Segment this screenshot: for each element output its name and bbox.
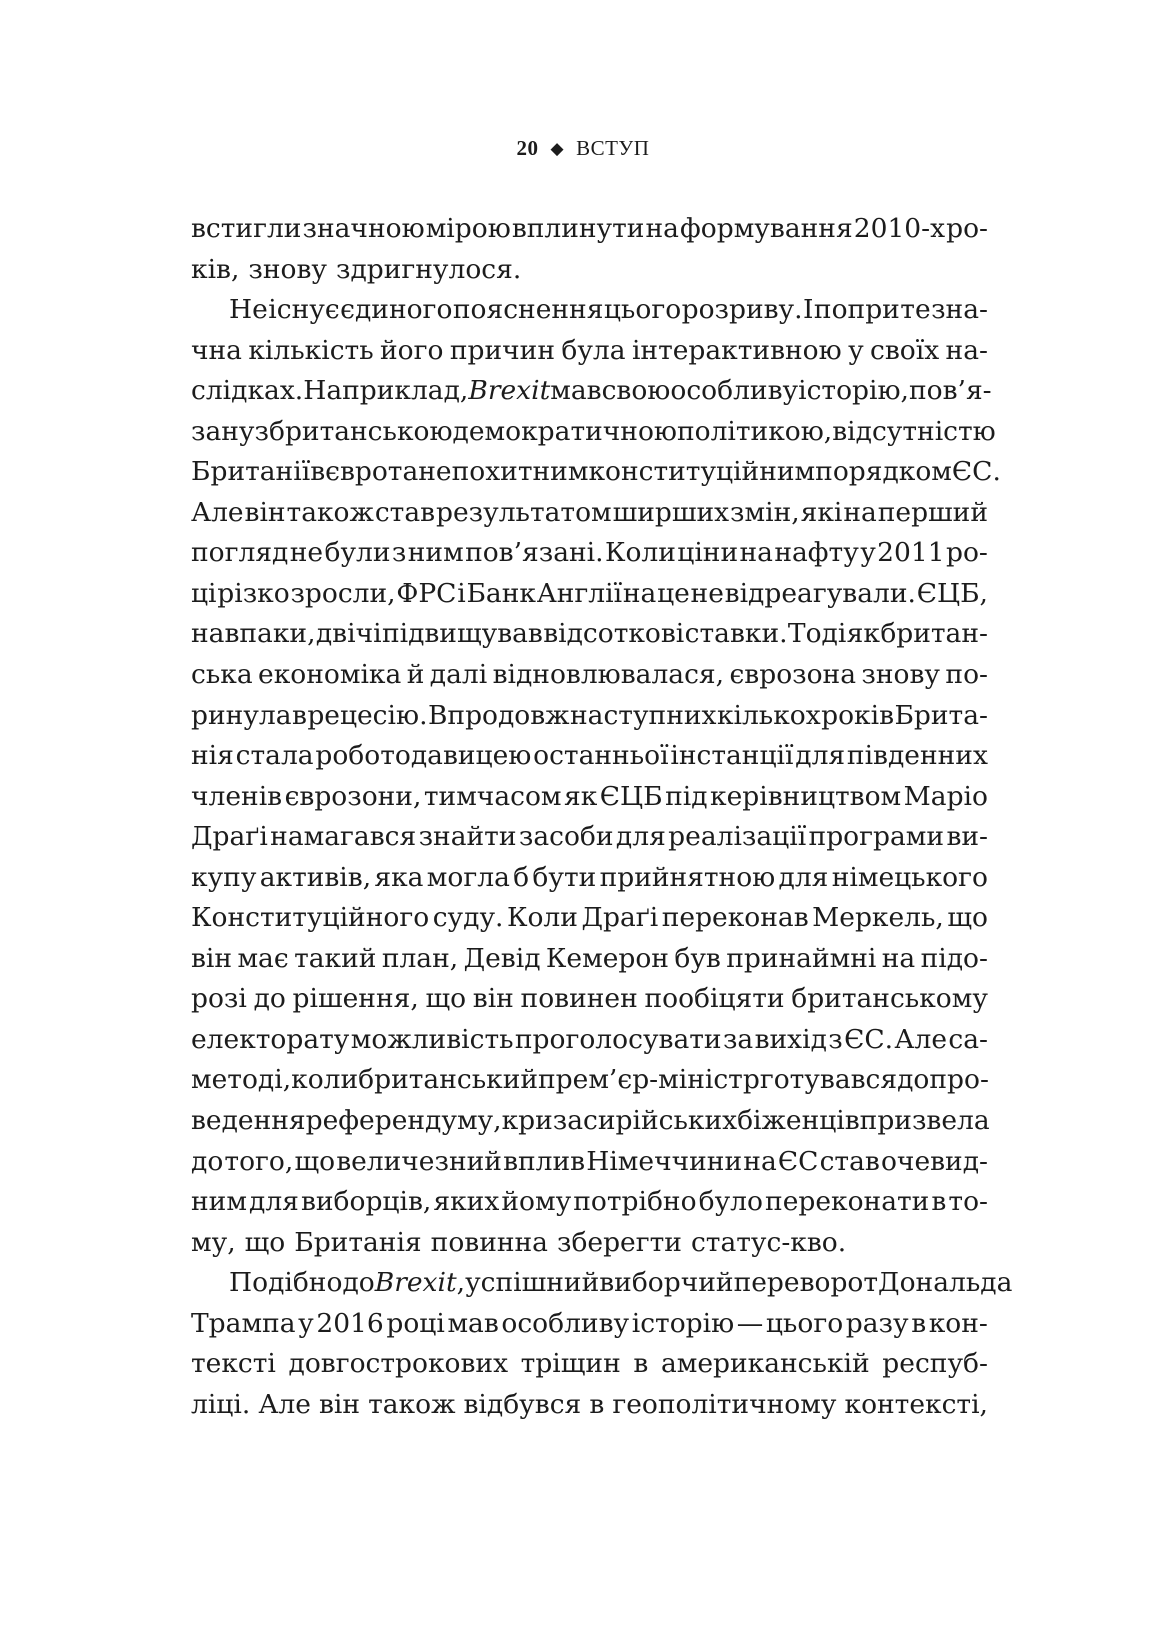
word: в — [633, 1348, 649, 1380]
word: він — [472, 983, 514, 1015]
word: здригнулося. — [335, 253, 522, 285]
word: Але — [191, 496, 244, 528]
word: кількість — [248, 334, 374, 366]
word: те — [900, 294, 931, 326]
word: які — [800, 496, 843, 528]
word: кон- — [928, 1307, 988, 1339]
word: британською — [268, 415, 453, 447]
word: встигли — [191, 213, 302, 244]
word: для — [249, 1186, 299, 1218]
word: свою — [601, 375, 671, 407]
word: виборчий — [599, 1267, 734, 1299]
word: ЄС. — [844, 1023, 894, 1055]
word: Дональда — [878, 1267, 1013, 1299]
word: для — [778, 861, 829, 893]
word: не — [289, 537, 324, 569]
word: до — [191, 1145, 224, 1177]
word: формування — [680, 213, 853, 244]
text-line — [191, 575, 988, 616]
text-line — [191, 372, 992, 413]
word: в — [589, 1388, 605, 1420]
word: яка — [374, 861, 424, 893]
word: році — [386, 1307, 445, 1339]
word: слідках. — [191, 375, 304, 407]
word: він — [191, 942, 233, 974]
word: за — [722, 1023, 754, 1055]
text-line — [191, 494, 988, 535]
word: історію — [631, 1307, 735, 1339]
word: на- — [945, 334, 988, 366]
word: зану — [191, 415, 255, 447]
word: реалізації — [668, 821, 807, 853]
word: ЄС — [777, 1145, 819, 1177]
word: до — [342, 1267, 375, 1299]
word: на — [843, 496, 877, 528]
text-line — [191, 332, 988, 373]
word: своїх — [870, 334, 940, 366]
word: б — [513, 861, 530, 893]
text-line — [191, 534, 988, 575]
italic-word: Brexit — [468, 375, 551, 407]
word: для — [615, 821, 666, 853]
word: мав — [447, 1307, 499, 1339]
word: прем’єр-міністр — [538, 1064, 760, 1096]
word: криза — [501, 1105, 584, 1137]
page-number: 20 — [516, 136, 539, 160]
word: ЄЦБ, — [916, 577, 988, 609]
word: як — [846, 618, 880, 650]
word: історію, — [798, 375, 909, 407]
word: відбувся — [463, 1388, 582, 1420]
word: нафту — [774, 537, 859, 569]
word: повинна — [430, 1226, 548, 1258]
word: в — [291, 699, 307, 731]
text-line — [191, 1021, 988, 1062]
word: очевид- — [880, 1145, 988, 1177]
word: разу — [845, 1307, 909, 1339]
word: в — [911, 1307, 927, 1339]
word: вплинути — [511, 213, 645, 244]
word: політикою, — [676, 415, 833, 447]
word: Коли — [604, 537, 676, 569]
word: Подібно — [229, 1267, 343, 1299]
word: став — [374, 496, 436, 528]
body-text — [191, 210, 1013, 1426]
word: керівництвом — [710, 780, 902, 812]
word: знайти — [418, 821, 517, 853]
word: пов’я- — [908, 375, 992, 407]
word: років — [821, 699, 895, 731]
word: референдуму, — [305, 1105, 502, 1137]
word: були — [324, 537, 391, 569]
word: єврозони, — [284, 780, 422, 812]
word: активів, — [259, 861, 372, 893]
word: підо- — [920, 942, 988, 974]
word: Девід — [463, 942, 541, 974]
word: Але — [258, 1388, 311, 1420]
word: розриву. — [681, 294, 803, 326]
word: призвела — [859, 1105, 990, 1137]
word: з — [828, 1023, 843, 1055]
word: навпаки, — [191, 618, 316, 650]
word: суду. — [432, 902, 504, 934]
word: не — [690, 577, 724, 609]
word: купу — [191, 861, 257, 893]
word: з — [391, 537, 407, 569]
word: й — [406, 659, 425, 691]
word: ведення — [191, 1105, 306, 1137]
word: рецесію. — [307, 699, 428, 731]
word: ним — [407, 537, 464, 569]
word: пообіцяти — [644, 983, 785, 1015]
word: бути — [532, 861, 597, 893]
text-line — [191, 1305, 988, 1346]
word: Не — [229, 294, 268, 326]
word: зросли, — [290, 577, 396, 609]
word: Кемерон — [545, 942, 669, 974]
word: потрібно — [573, 1186, 697, 1218]
word: Трампа — [191, 1307, 296, 1339]
word: у — [298, 1307, 314, 1339]
word: проголосувати — [514, 1023, 722, 1055]
word: знову — [248, 253, 327, 285]
text-line — [191, 1102, 988, 1143]
word: вихід — [754, 1023, 827, 1055]
word: йому — [501, 1186, 572, 1218]
word: що — [244, 1226, 286, 1258]
word: розі — [191, 983, 247, 1015]
word: тимчасом — [423, 780, 562, 812]
word: ширших — [612, 496, 730, 528]
word: зберегти — [556, 1226, 682, 1258]
word: контексті, — [844, 1388, 988, 1420]
word: Впродовж — [427, 699, 570, 731]
word: Німеччини — [586, 1145, 743, 1177]
text-line — [191, 697, 988, 738]
word: що — [294, 1145, 336, 1177]
word: переконати — [765, 1186, 930, 1218]
word: змін, — [730, 496, 800, 528]
text-line — [191, 737, 988, 778]
word: Британії — [191, 456, 311, 488]
word: на — [645, 213, 679, 244]
word: і — [457, 577, 466, 609]
word: погляд — [191, 537, 289, 569]
word: можливість — [350, 1023, 514, 1055]
word: він — [244, 496, 286, 528]
word: Брита- — [894, 699, 988, 731]
word: ме — [191, 1064, 228, 1096]
word: вплив — [503, 1145, 586, 1177]
word: 2010-х — [853, 213, 946, 244]
word: Тоді — [787, 618, 847, 650]
word: євро — [325, 456, 388, 488]
word: існує — [268, 294, 340, 326]
word: ФРС — [396, 577, 457, 609]
word: чна — [191, 334, 242, 366]
word: Англії — [536, 577, 623, 609]
text-line — [191, 1143, 988, 1184]
word: був — [674, 942, 721, 974]
word: британському — [791, 983, 988, 1015]
word: під — [665, 780, 708, 812]
word: Британія — [294, 1226, 422, 1258]
word: перший — [877, 496, 988, 528]
word: му, — [191, 1226, 236, 1258]
word: повинен — [520, 983, 638, 1015]
word: Але — [894, 1023, 948, 1055]
word: про- — [929, 1064, 989, 1096]
word: британський — [358, 1064, 539, 1096]
word: у — [860, 537, 876, 569]
word: пояснення — [452, 294, 604, 326]
word: наступних — [570, 699, 717, 731]
word: причин — [449, 334, 555, 366]
word: ці — [191, 577, 217, 609]
word: Наприклад, — [303, 375, 469, 407]
word: південних — [846, 740, 988, 772]
word: також — [368, 1388, 456, 1420]
word: цього — [765, 1307, 844, 1339]
word: Драґі — [581, 902, 659, 934]
word: також — [286, 496, 374, 528]
word: порядком — [815, 456, 952, 488]
text-line — [191, 210, 988, 251]
word: його — [380, 334, 444, 366]
word: план, — [381, 942, 459, 974]
word: відновлювалася, — [492, 659, 725, 691]
word: далі — [429, 659, 488, 691]
word: має — [237, 942, 289, 974]
word: роботодавицею — [315, 740, 532, 772]
word: відсоткові — [543, 618, 685, 650]
word: результатом — [436, 496, 612, 528]
word: Конституційного — [191, 902, 430, 934]
italic-word: Brexit, — [374, 1267, 466, 1299]
word: прийнятною — [599, 861, 776, 893]
word: довгострокових — [288, 1348, 509, 1380]
word: останньої — [533, 740, 669, 772]
word: ним — [191, 1186, 247, 1218]
word: переконав — [661, 902, 809, 934]
word: переворот — [733, 1267, 879, 1299]
word: для — [795, 740, 846, 772]
word: була — [561, 334, 626, 366]
word: мав — [550, 375, 602, 407]
word: непохитним — [418, 456, 589, 488]
word: у — [848, 334, 864, 366]
word: членів — [191, 780, 283, 812]
word: що — [425, 983, 467, 1015]
word: електорату — [191, 1023, 350, 1055]
word: величезний — [336, 1145, 502, 1177]
text-line — [191, 251, 988, 292]
word: ліці. — [191, 1388, 251, 1420]
word: то- — [948, 1186, 988, 1218]
word: зна- — [931, 294, 988, 326]
word: ЄС. — [951, 456, 1001, 488]
word: американській — [660, 1348, 870, 1380]
word: як — [564, 780, 598, 812]
text-line — [191, 940, 988, 981]
word: в — [310, 456, 326, 488]
word: Меркель, — [812, 902, 944, 934]
word: попри — [813, 294, 900, 326]
word: на — [622, 577, 657, 609]
word: 2011 — [877, 537, 945, 569]
text-line — [191, 1264, 1013, 1305]
word: могла — [426, 861, 510, 893]
word: сирійських — [583, 1105, 738, 1137]
word: коли — [291, 1064, 359, 1096]
word: мірою — [425, 213, 511, 244]
word: ціни — [677, 537, 739, 569]
word: біженців — [737, 1105, 860, 1137]
text-line — [191, 656, 988, 697]
text-line — [191, 1061, 988, 1102]
word: інтерактивною — [631, 334, 842, 366]
word: економіка — [258, 659, 402, 691]
word: Драґі — [191, 821, 268, 853]
text-line — [191, 1386, 988, 1427]
word: тексті — [191, 1348, 276, 1380]
word: це — [657, 577, 690, 609]
word: відреагували. — [724, 577, 916, 609]
word: ро- — [946, 213, 988, 244]
text-line — [191, 413, 996, 454]
word: на — [743, 1145, 777, 1177]
word: німецького — [831, 861, 988, 893]
word: тоді, — [227, 1064, 292, 1096]
text-line — [191, 778, 988, 819]
word: інстанції — [670, 740, 794, 772]
word: респуб- — [882, 1348, 988, 1380]
word: єврозона — [729, 659, 857, 691]
word: відсутністю — [832, 415, 996, 447]
text-line — [191, 980, 988, 1021]
word: яких — [433, 1186, 500, 1218]
word: успішний — [465, 1267, 600, 1299]
word: цього — [603, 294, 682, 326]
word: та — [387, 456, 419, 488]
word: програми — [808, 821, 945, 853]
word: пов’язані. — [465, 537, 604, 569]
word: тріщин — [520, 1348, 621, 1380]
word: особливу — [670, 375, 799, 407]
word: виборців, — [300, 1186, 432, 1218]
word: було — [698, 1186, 763, 1218]
text-line — [191, 1224, 988, 1265]
word: в — [931, 1186, 947, 1218]
word: з — [254, 415, 269, 447]
word: І — [803, 294, 814, 326]
word: готувався — [759, 1064, 898, 1096]
word: такий — [294, 942, 377, 974]
running-head — [0, 134, 1166, 163]
section-title: ВСТУП — [576, 136, 650, 160]
word: ків, — [191, 253, 240, 285]
word: геополітичному — [612, 1388, 837, 1420]
text-line — [191, 899, 988, 940]
word: ЄЦБ — [599, 780, 663, 812]
word: того, — [224, 1145, 294, 1177]
text-line — [191, 1345, 988, 1386]
text-line — [191, 291, 988, 332]
word: до — [897, 1064, 930, 1096]
word: принаймні — [726, 942, 877, 974]
word: стала — [235, 740, 314, 772]
text-line — [191, 453, 1001, 494]
word: рішення, — [292, 983, 419, 1015]
diamond-separator-icon: ◆ — [550, 139, 565, 158]
text-line — [191, 1183, 988, 1224]
word: ринула — [191, 699, 292, 731]
word: до — [253, 983, 286, 1015]
text-line — [191, 859, 988, 900]
word: Маріо — [903, 780, 988, 812]
word: значною — [302, 213, 425, 244]
word: кількох — [716, 699, 821, 731]
word: засоби — [518, 821, 614, 853]
word: демократичною — [452, 415, 677, 447]
word: 2016 — [316, 1307, 384, 1339]
word: Коли — [506, 902, 578, 934]
word: ви- — [946, 821, 988, 853]
word: на — [739, 537, 773, 569]
word: нія — [191, 740, 234, 772]
word: — — [736, 1307, 764, 1339]
word: різко — [217, 577, 290, 609]
word: по- — [945, 659, 988, 691]
word: са- — [948, 1023, 988, 1055]
word: особливу — [501, 1307, 630, 1339]
word: єдиного — [340, 294, 453, 326]
word: що — [947, 902, 988, 934]
word: британ- — [880, 618, 988, 650]
word: ро- — [945, 537, 988, 569]
word: конституційним — [588, 456, 816, 488]
word: знову — [861, 659, 941, 691]
word: підвищував — [381, 618, 543, 650]
word: статус-кво. — [690, 1226, 847, 1258]
text-line — [191, 615, 988, 656]
word: ська — [191, 659, 253, 691]
word: двічі — [315, 618, 382, 650]
word: на — [881, 942, 916, 974]
text-line — [191, 818, 988, 859]
word: намагався — [270, 821, 417, 853]
word: став — [819, 1145, 880, 1177]
word: Банк — [466, 577, 536, 609]
word: ставки. — [684, 618, 788, 650]
word: він — [318, 1388, 361, 1420]
